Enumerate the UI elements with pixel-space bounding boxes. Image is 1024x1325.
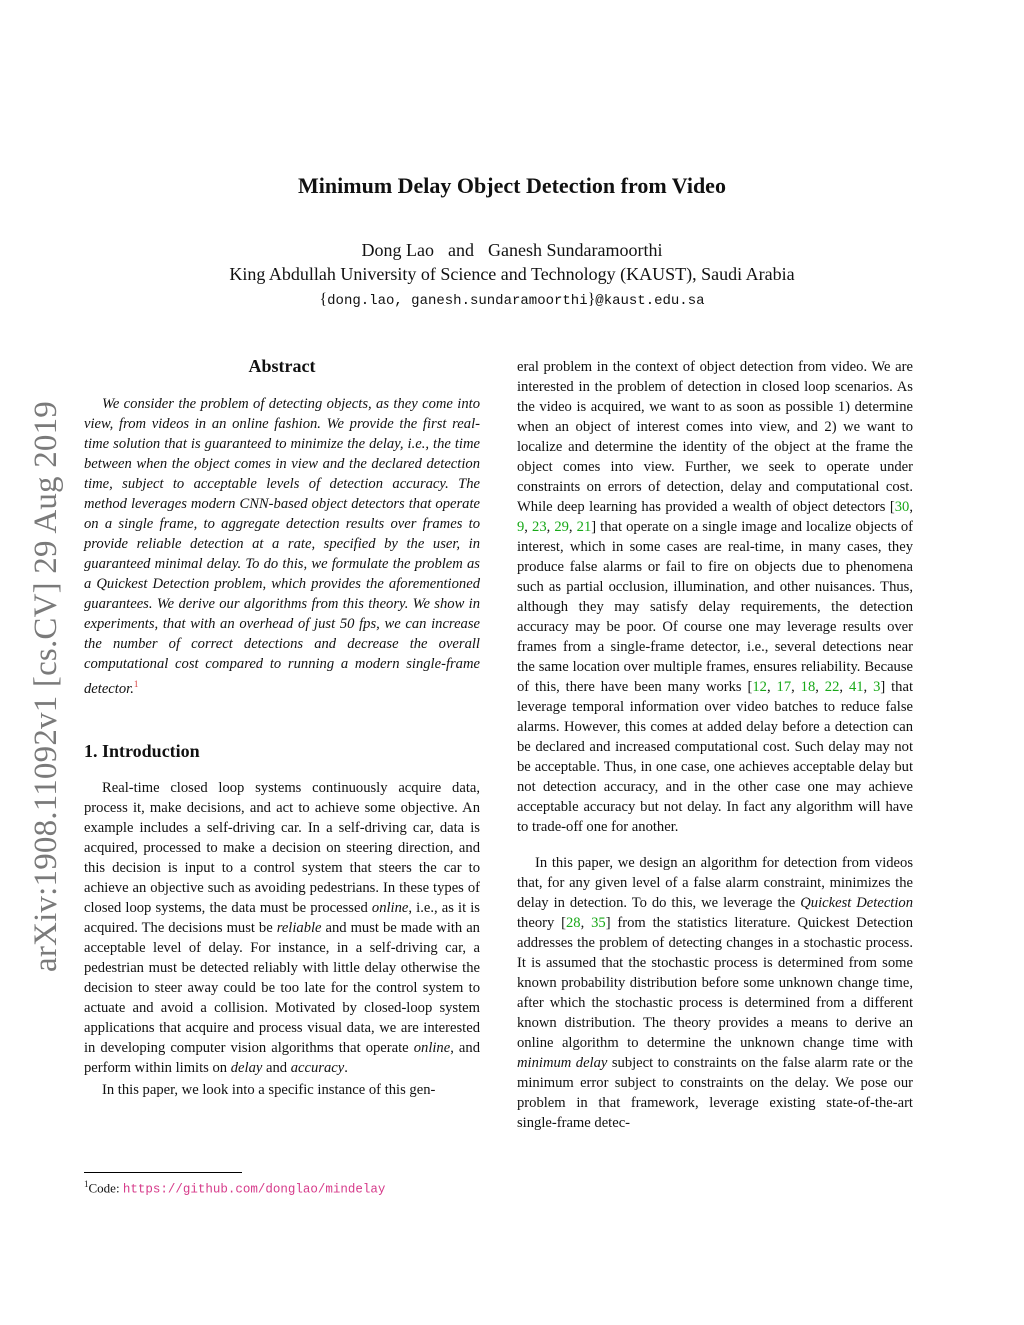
paragraph: Real-time closed loop systems continuously acquire data, process it, make decisions, and act to achieve some objective. An example includes a self-driving car. In a self-driving car, data is acquired, processed to make a decision on steering direction, and this decision is input to a control system that steers the car to achieve an objective such as avoiding pedestrians. In these types of closed loop systems, the data must be processed online, i.e., as it is acquired. The decisions must be reliable and must be made with an acceptable level of delay. For instance, in a self-driving car, a pedestrian must be detected reliably with little delay otherwise the decision to steer away could be too late for the control system to actuate and avoid a collision. Motivated by closed-loop system applications that acquire and process visual data, we are interested in developing computer vision algorithms that operate online, and perform within limits on delay and accuracy. bbox=[84, 779, 480, 1076]
abstract-text: We consider the problem of detecting objects, as they come into view, from videos in an online fashion. We provide the first real-time solution that is guaranteed to minimize the delay, i.e., the time between when the object comes in view and the declared detection time, subject to acceptable levels of detection accuracy. The method leverages modern CNN-based object detectors that operate on a single frame, to aggregate detection results over frames to provide reliable detection at a rate, specified by the user, in guaranteed minimal delay. To do this, we formulate the problem as a Quickest Detection problem, which provides the aforementioned guarantees. We derive our algorithms from this theory. We show in experiments, that with an overhead of just 50 fps, we can increase the number of correct detections and decrease the overall computational cost compared to running a modern single-frame detector.$^1$ bbox=[84, 396, 480, 697]
left-column bbox=[84, 356, 480, 1100]
author-emails: {dong.lao, ganesh.sundaramoorthi}@kaust.edu.sa bbox=[319, 291, 705, 309]
citation-link[interactable]: 30 bbox=[894, 499, 910, 515]
citation-link[interactable]: 28 bbox=[566, 915, 581, 931]
author-line bbox=[0, 240, 1024, 261]
author-name: Dong Lao bbox=[361, 240, 434, 260]
paragraph: In this paper, we look into a specific instance of this gen- bbox=[102, 1081, 436, 1098]
citation-link[interactable]: 22 bbox=[824, 679, 840, 695]
citation-link[interactable]: 41 bbox=[848, 679, 864, 695]
citation-link[interactable]: 18 bbox=[800, 679, 816, 695]
author-conjunction: and bbox=[448, 240, 474, 260]
code-link[interactable]: https://github.com/donglao/mindelay bbox=[122, 1182, 386, 1197]
footnote-rule bbox=[84, 1172, 242, 1173]
footnote-mark[interactable]: 1 bbox=[133, 679, 139, 689]
citation-link[interactable]: 29 bbox=[554, 519, 569, 535]
citation-link[interactable]: 9 bbox=[517, 519, 525, 535]
citation-link[interactable]: 35 bbox=[591, 915, 606, 931]
right-column bbox=[517, 357, 913, 1133]
paragraph: In this paper, we design an algorithm for detection from videos that, for any given level of a false alarm constraint, minimizes the delay in detection. To do this, we leverage the Quickest Detection theory [28, 35] from the statistics literature. Quickest Detection addresses the problem of detecting changes in a stochastic process. It is assumed that the stochastic process is determined from some known probability distribution before some unknown change time, after which the stochastic process is determined from a different known distribution. The theory provides a means to derive an online algorithm to determine the unknown change time with minimum delay subject to constraints on the false alarm rate or the minimum error subject to constraints on the delay. We pose our problem in that framework, leverage existing state-of-the-art single-frame detec- bbox=[517, 855, 914, 1131]
citation-link[interactable]: 12 bbox=[752, 679, 767, 695]
author-name: Ganesh Sundaramoorthi bbox=[488, 240, 663, 260]
citation-link[interactable]: 23 bbox=[532, 519, 547, 535]
paragraph: eral problem in the context of object detection from video. We are interested in the problem of detection in closed loop scenarios. As the video is acquired, we want to as soon as possible 1) determine when an object of interest comes into view, and 2) we want to localize and determine the identity of the object at the frame the object comes into view. Further, we seek to operate under constraints on errors of detection, delay and computational cost. While deep learning has provided a wealth of object detectors [30, 9, 23, 29, 21] that operate on a single image and localize objects of interest, which in some cases are real-time, in many cases, they produce false alarms or fail to fire on objects due to phenomena such as partial occlusion, illumination, and other nuisances. Thus, although they may satisfy delay requirements, the detection accuracy may be poor. Of course one may leverage results over frames from a single-frame detector, i.e., several detections near the same location over multiple frames, ensures reliability. Because of this, there have been many works [12, 17, 18, 22, 41, 3] that leverage temporal information over video batches to reduce false alarms. However, this comes at added delay before a detection can be declared and increased computational cost. Such delay may not be acceptable. Thus, in one case, one achieves acceptable delay but not detection accuracy, and in the other case one may achieve acceptable accuracy but not delay. In fact any algorithm will have to trade-off one for another. bbox=[517, 359, 914, 835]
footnote: $^1$Code: https://github.com/donglao/mindelay bbox=[84, 1179, 386, 1197]
citation-link[interactable]: 17 bbox=[776, 679, 792, 695]
affiliation: King Abdullah University of Science and Technology (KAUST), Saudi Arabia bbox=[229, 264, 795, 284]
section-heading: 1. Introduction bbox=[84, 740, 200, 761]
citation-link[interactable]: 3 bbox=[873, 679, 881, 695]
paper-title: Minimum Delay Object Detection from Video bbox=[298, 173, 726, 198]
citation-group: 28, 35 bbox=[566, 915, 606, 931]
citation-group: 12, 17, 18, 22, 41, 3 bbox=[752, 679, 881, 695]
abstract-heading: Abstract bbox=[248, 356, 316, 376]
citation-group: 30, 9, 23, 29, 21 bbox=[517, 499, 913, 535]
arxiv-stamp: arXiv:1908.11092v1 [cs.CV] 29 Aug 2019 bbox=[28, 400, 64, 972]
citation-link[interactable]: 21 bbox=[576, 519, 592, 535]
